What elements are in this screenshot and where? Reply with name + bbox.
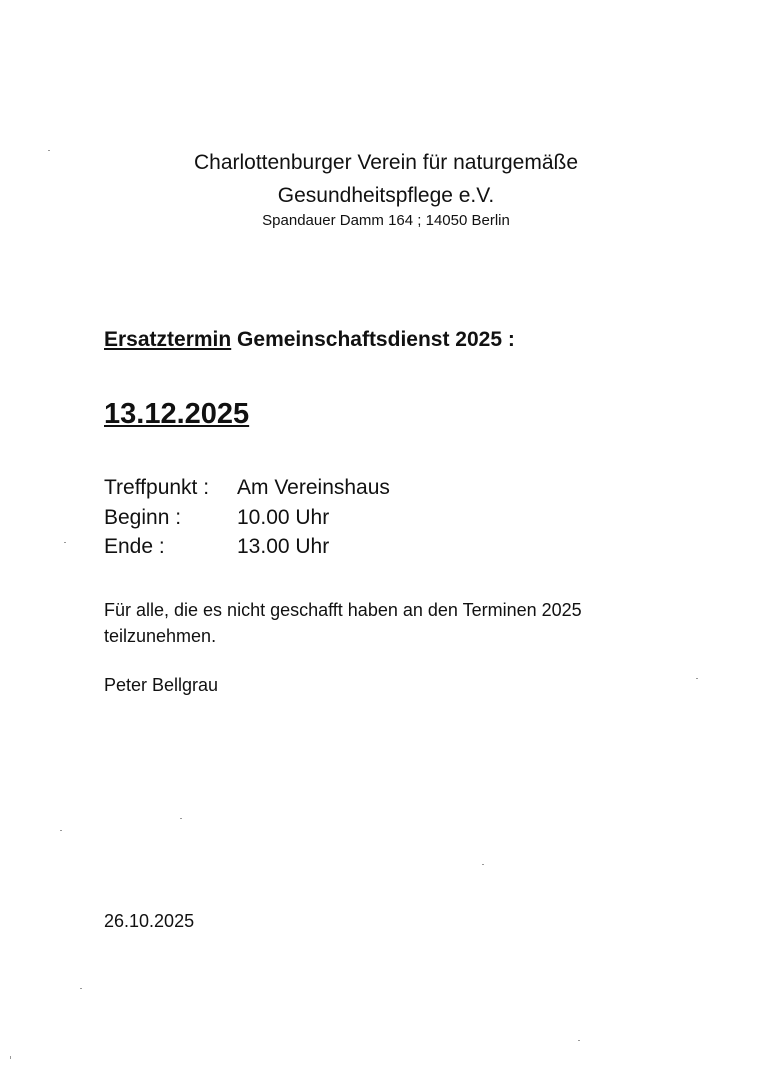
detail-row-start	[104, 506, 329, 530]
scan-speck	[64, 542, 66, 543]
event-date: 13.12.2025	[104, 398, 250, 430]
detail-value: 13.00 Uhr	[237, 535, 330, 558]
scan-speck	[696, 678, 698, 679]
detail-label: Ende :	[104, 535, 165, 558]
detail-value: Am Vereinshaus	[237, 476, 390, 499]
note-paragraph: Für alle, die es nicht geschafft haben an den Terminen 2025 teilzunehmen.	[104, 600, 582, 646]
signer-name: Peter Bellgrau	[104, 675, 219, 695]
scan-speck	[60, 830, 62, 831]
detail-row-end	[104, 535, 329, 559]
organization-address: Spandauer Damm 164 ; 14050 Berlin	[262, 212, 510, 229]
scan-speck	[80, 988, 82, 989]
issue-date: 26.10.2025	[104, 911, 195, 931]
scan-speck	[180, 818, 182, 819]
scan-speck	[482, 864, 484, 865]
detail-row-meeting-point	[104, 476, 390, 500]
heading-underlined-word: Ersatztermin	[104, 328, 232, 351]
detail-value: 10.00 Uhr	[237, 506, 330, 529]
scan-speck	[10, 1056, 11, 1059]
announcement-heading	[104, 328, 515, 352]
organization-name-line2: Gesundheitspflege e.V.	[277, 184, 495, 207]
scan-speck	[578, 1040, 580, 1041]
detail-label: Treffpunkt :	[104, 476, 210, 499]
scan-speck	[48, 150, 50, 151]
detail-label: Beginn :	[104, 506, 182, 529]
organization-name-line1: Charlottenburger Verein für naturgemäße	[193, 151, 579, 174]
heading-rest: Gemeinschaftsdienst 2025 :	[231, 328, 515, 351]
